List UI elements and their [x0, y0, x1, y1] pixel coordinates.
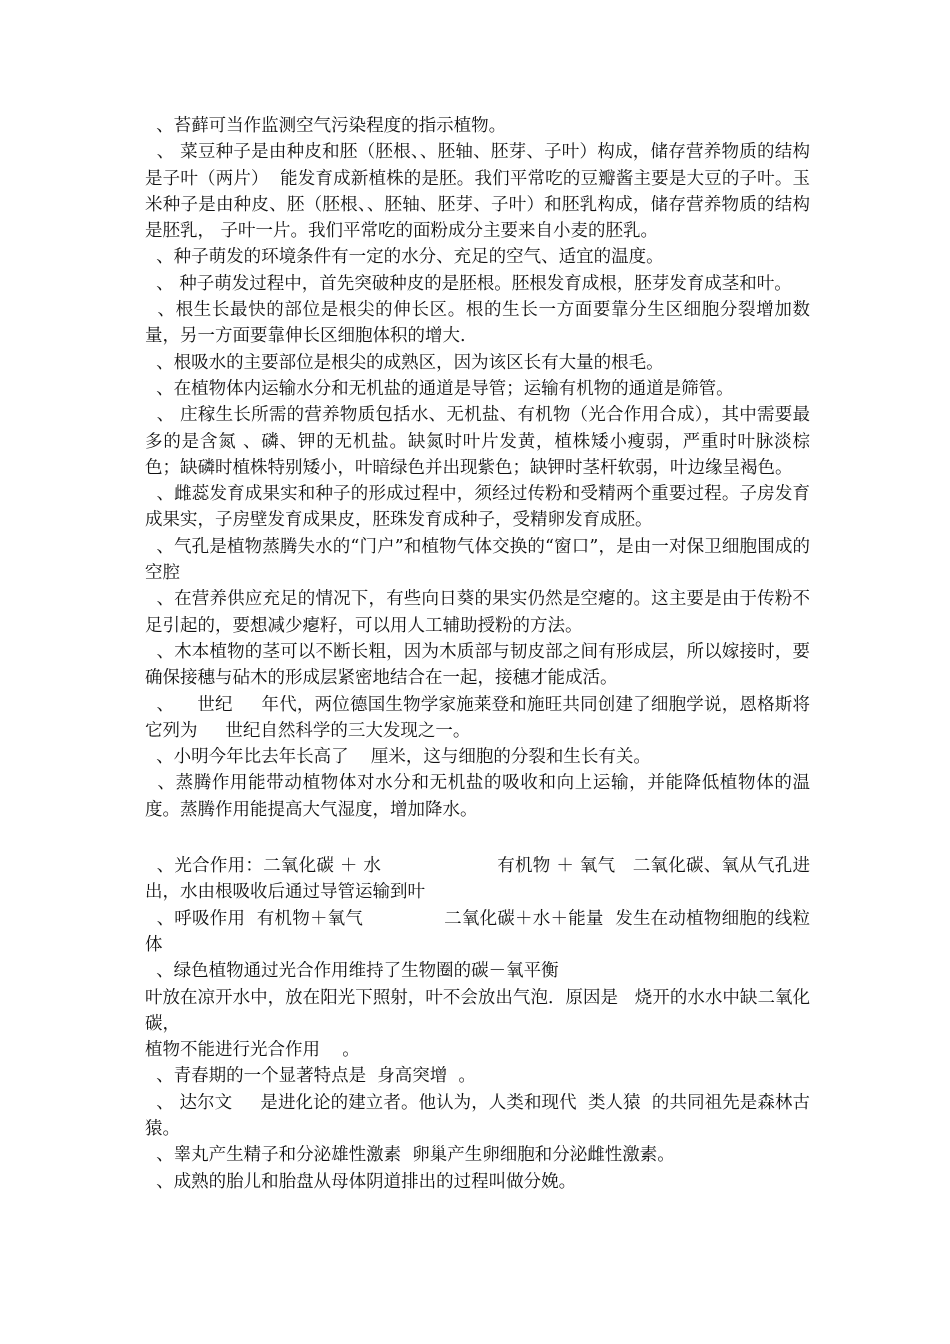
- paragraph-carbon-oxygen: 、绿色植物通过光合作用维持了生物圈的碳－氧平衡: [145, 961, 559, 982]
- document-page: [145, 113, 810, 1195]
- paragraph-photosynthesis: 、光合作用：二氧化碳 ＋ 水 有机物 ＋ 氧气 二氧化碳、氧从气孔进出，水由根吸收后通过导管运输到叶: [145, 856, 810, 903]
- paragraph-childbirth: 、成熟的胎儿和胎盘从母体阴道排出的过程叫做分娩。: [145, 1171, 577, 1192]
- paragraph-germination-process: 、 种子萌发过程中，首先突破种皮的是胚根。胚根发育成根，胚芽发育成茎和叶。: [145, 273, 792, 294]
- paragraph-respiration: 、呼吸作用 有机物＋氧气 二氧化碳＋水＋能量 发生在动植物细胞的线粒体: [145, 908, 810, 955]
- paragraph-nutrients: 、 庄稼生长所需的营养物质包括水、无机盐、有机物（光合作用合成），其中需要最多的是含氮 、磷、钾的无机盐。缺氮时叶片发黄，植株矮小瘦弱，严重时叶脉淡棕色；缺磷时植株特别矮小，叶暗绿色并出现紫色；缺钾时茎杆软弱，叶边缘呈褐色。: [145, 405, 810, 478]
- paragraph-transport: 、在植物体内运输水分和无机盐的通道是导管；运输有机物的通道是筛管。: [145, 378, 734, 399]
- paragraph-root-absorption: 、根吸水的主要部位是根尖的成熟区，因为该区长有大量的根毛。: [145, 352, 664, 373]
- paragraph-pistil: 、雌蕊发育成果实和种子的形成过程中，须经过传粉和受精两个重要过程。子房发育成果实，子房壁发育成果皮，胚珠发育成种子，受精卵发育成胚。: [145, 484, 810, 531]
- paragraph-root-growth: 、根生长最快的部位是根尖的伸长区。根的生长一方面要靠分生区细胞分裂增加数量，另一方面要靠伸长区细胞体积的增大.: [145, 300, 810, 347]
- paragraph-no-photosynthesis: 植物不能进行光合作用 。: [145, 1040, 360, 1061]
- paragraph-hormones: 、睾丸产生精子和分泌雄性激素 卵巢产生卵细胞和分泌雌性激素。: [145, 1145, 675, 1166]
- paragraph-stomata: 、气孔是植物蒸腾失水的“门户”和植物气体交换的“窗口”，是由一对保卫细胞围成的空腔: [145, 536, 810, 584]
- paragraph-moss: 、苔藓可当作监测空气污染程度的指示植物。: [145, 116, 507, 136]
- paragraph-germination-conditions: 、种子萌发的环境条件有一定的水分、充足的空气、适宜的温度。: [145, 247, 664, 268]
- paragraph-transpiration: 、蒸腾作用能带动植物体对水分和无机盐的吸收和向上运输，并能降低植物体的温度。蒸腾作用能提高大气湿度，增加降水。: [145, 773, 810, 820]
- paragraph-cell-growth: 、小明今年比去年长高了 厘米，这与细胞的分裂和生长有关。: [145, 747, 651, 768]
- paragraph-seed-structure: 、 菜豆种子是由种皮和胚（胚根、、胚轴、胚芽、子叶）构成，储存营养物质的结构是子叶（两片） 能发育成新植株的是胚。我们平常吃的豆瓣酱主要是大豆的子叶。玉米种子是由种皮、胚（胚根、、胚轴、胚芽、子叶）和胚乳构成，储存营养物质的结构是胚乳， 子叶一片。我们平常吃的面粉成分主要来自小麦的胚乳。: [145, 142, 810, 242]
- paragraph-darwin: 、 达尔文 是进化论的建立者。他认为，人类和现代 类人猿 的共同祖先是森林古猿。: [145, 1092, 810, 1139]
- paragraph-gap: [145, 823, 810, 853]
- paragraph-cell-theory: 、 世纪 年代，两位德国生物学家施莱登和施旺共同创建了细胞学说，恩格斯将它列为 世纪自然科学的三大发现之一。: [145, 694, 810, 741]
- paragraph-puberty: 、青春期的一个显著特点是 身高突增 。: [145, 1066, 476, 1087]
- paragraph-pollination: 、在营养供应充足的情况下，有些向日葵的果实仍然是空瘪的。这主要是由于传粉不足引起的，要想减少瘪籽，可以用人工辅助授粉的方法。: [145, 589, 810, 636]
- paragraph-grafting: 、木本植物的茎可以不断长粗，因为木质部与韧皮部之间有形成层，所以嫁接时，要确保接穗与砧木的形成层紧密地结合在一起，接穗才能成活。: [145, 641, 810, 689]
- paragraph-boiled-water: 叶放在凉开水中，放在阳光下照射，叶不会放出气泡．原因是 烧开的水水中缺二氧化碳，: [145, 987, 810, 1034]
